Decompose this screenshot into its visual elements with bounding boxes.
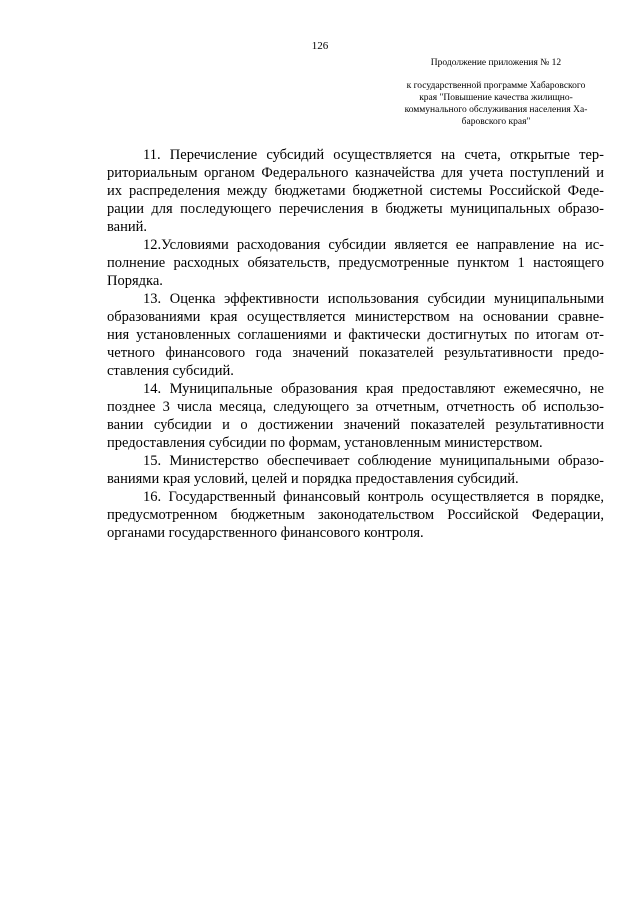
text-line: полнение расходных обязательств, предусмотренные пунктом 1 настоящего (107, 255, 604, 271)
text-line: ваний. (107, 219, 147, 235)
text-line: позднее 3 числа месяца, следующего за отчетным, отчетность об использо- (107, 399, 604, 415)
text-line: предоставления субсидии по формам, установленным министерством. (107, 435, 543, 451)
text-line: Порядка. (107, 273, 163, 289)
text-line: вании субсидии и о достижении значений показателей результативности (107, 417, 604, 433)
paragraph-13 (107, 290, 604, 380)
text-line: ваниями края условий, целей и порядка предоставления субсидий. (107, 471, 519, 487)
text-line: 13. Оценка эффективности использования субсидии муниципальными (143, 291, 604, 307)
appendix-reference-line: коммунального обслуживания населения Ха- (404, 105, 588, 115)
text-line: образованиями края осуществляется министерством на основании сравне- (107, 309, 604, 325)
document-body (107, 146, 604, 542)
appendix-reference-line: края "Повышение качества жилищно- (419, 93, 573, 103)
text-line: рации для последующего перечисления в бюджеты муниципальных образо- (107, 201, 604, 217)
text-line: 16. Государственный финансовый контроль осуществляется в порядке, (143, 489, 604, 505)
text-line: 11. Перечисление субсидий осуществляется на счета, открытые тер- (143, 147, 604, 163)
appendix-continuation-label: Продолжение приложения № 12 (430, 58, 562, 68)
paragraph-12 (107, 236, 604, 290)
text-line: их распределения между бюджетами бюджетной системы Российской Феде- (107, 183, 604, 199)
page-number: 126 (311, 40, 329, 52)
text-line: предусмотренном бюджетным законодательством Российской Федерации, (107, 507, 604, 523)
appendix-reference (385, 80, 607, 128)
paragraph-14 (107, 380, 604, 452)
text-line: ния установленных соглашениями и фактически достигнутых по итогам от- (107, 327, 604, 343)
paragraph-15 (107, 452, 604, 488)
text-line: ставления субсидий. (107, 363, 234, 379)
text-line: четного финансового года значений показателей результативности предо- (107, 345, 604, 361)
text-line: 15. Министерство обеспечивает соблюдение муниципальными образо- (143, 453, 604, 469)
paragraph-11 (107, 146, 604, 236)
paragraph-16 (107, 488, 604, 542)
appendix-reference-line: к государственной программе Хабаровского (406, 81, 586, 91)
appendix-reference-line: баровского края" (461, 117, 531, 127)
text-line: 14. Муниципальные образования края предоставляют ежемесячно, не (143, 381, 604, 397)
text-line: 12.Условиями расходования субсидии является ее направление на ис- (143, 237, 604, 253)
text-line: органами государственного финансового контроля. (107, 525, 424, 541)
text-line: риториальным органом Федерального казначейства для учета поступлений и (107, 165, 604, 181)
